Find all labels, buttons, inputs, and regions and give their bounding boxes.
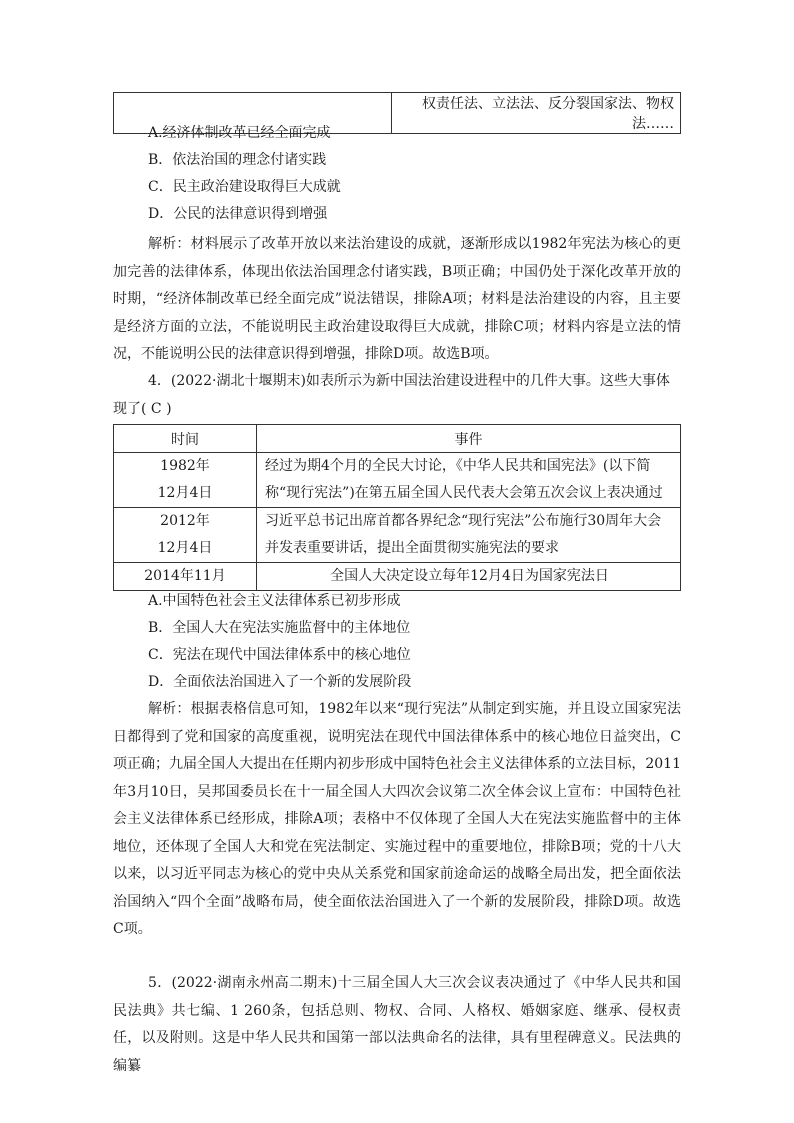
time-year: 1982年 [160,458,210,474]
header-event: 事件 [257,425,681,453]
q4-option-b: B．全国人大在宪法实施监督中的主体地位 [148,620,411,636]
time-date: 12月4日 [157,540,213,556]
time-year: 2012年 [160,513,210,529]
event-cell: 习近平总书记出席首都各界纪念“现行宪法”公布施行30周年大会并发表重要讲话，提出全面贯彻实施宪法的要求 [257,508,681,563]
header-time: 时间 [114,425,257,453]
q5-stem: 5．(2022·湖南永州高二期末)十三届全国人大三次会议表决通过了《中华人民共和国民法典》共七编、1 260条，包括总则、物权、合同、人格权、婚姻家庭、继承、侵权责任，以及附则。这是中华人民共和国第一部以法典命名的法律，具有里程碑意义。民法典的编纂 [113,975,681,1074]
events-table [113,424,681,591]
table-header-row [114,425,681,453]
q4-stem: 4．(2022·湖北十堰期末)如表所示为新中国法治建设进程中的几件大事。这些大事体现了( C ) [113,373,670,417]
time-cell [114,453,257,508]
q3-option-a: A.经济体制改革已经全面完成 [148,125,331,141]
q4-analysis: 解析：根据表格信息可知，1982年以来“现行宪法”从制定到实施，并且设立国家宪法日都得到了党和国家的高度重视，说明宪法在现代中国法律体系中的核心地位日益突出，C项正确；九届全国人大提出在任期内初步形成中国特色社会主义法律体系的立法目标，2011年3月10日，吴邦国委员长在十一届全国人大四次会议第二次全体会议上宣布：中国特色社会主义法律体系已经形成，排除A项；表格中不仅体现了全国人大在宪法实施监督中的主体地位，还体现了全国人大和党在宪法制定、实施过程中的重要地位，排除B项；党的十八大以来，以习近平同志为核心的党中央从关系党和国家前途命运的战略全局出发，把全面依法治国纳入“四个全面”战略布局，使全面依法治国进入了一个新的发展阶段，排除D项。故选C项。 [113,701,681,937]
q3-option-d: D．公民的法律意识得到增强 [148,206,328,222]
table-row [114,453,681,508]
event-cell: 经过为期4个月的全民大讨论，《中华人民共和国宪法》(以下简称“现行宪法”)在第五届全国人民代表大会第五次会议上表决通过 [257,453,681,508]
time-date: 12月4日 [157,485,213,501]
q4-option-a: A.中国特色社会主义法律体系已初步形成 [148,593,401,609]
table-cell: 权责任法、立法法、反分裂国家法、物权法…… [392,93,681,134]
q3-option-c: C．民主政治建设取得巨大成就 [148,179,341,195]
table-row [114,508,681,563]
q4-option-d: D．全面依法治国进入了一个新的发展阶段 [148,674,412,690]
q3-analysis: 解析：材料展示了改革开放以来法治建设的成就，逐渐形成以1982年宪法为核心的更加完善的法律体系，体现出依法治国理念付诸实践，B项正确；中国仍处于深化改革开放的时期，“经济体制改革已经全面完成”说法错误，排除A项；材料是法治建设的内容，且主要是经济方面的立法，不能说明民主政治建设取得巨大成就，排除C项；材料内容是立法的情况，不能说明公民的法律意识得到增强，排除D项。故选B项。 [113,236,681,362]
event-cell: 全国人大决定设立每年12月4日为国家宪法日 [257,563,681,591]
q4-option-c: C．宪法在现代中国法律体系中的核心地位 [148,647,411,663]
time-cell [114,508,257,563]
q3-option-b: B．依法治国的理念付诸实践 [148,152,327,168]
table-row [114,563,681,591]
time-cell: 2014年11月 [114,563,257,591]
